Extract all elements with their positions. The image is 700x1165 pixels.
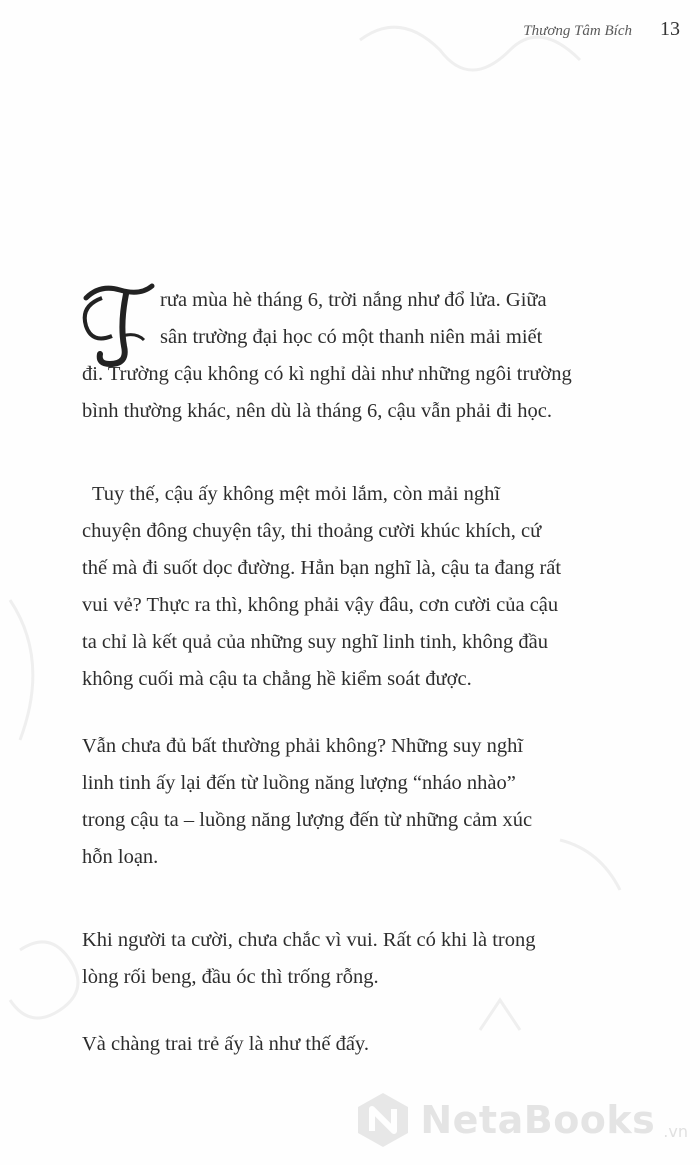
paragraph-line: linh tinh ấy lại đến từ luồng năng lượng “nháo nhào” <box>82 772 516 794</box>
paragraph-line: đi. Trường cậu không có kì nghỉ dài như những ngôi trường <box>82 363 572 385</box>
paragraph-line: trong cậu ta – luồng năng lượng đến từ những cảm xúc <box>82 809 533 831</box>
paragraph-3 <box>82 728 624 876</box>
netabooks-logo-icon <box>354 1091 412 1149</box>
paragraph-line: lòng rối beng, đầu óc thì trống rỗng. <box>82 966 379 988</box>
paragraph-2 <box>82 476 624 698</box>
paragraph-line: Tuy thế, cậu ấy không mệt mỏi lắm, còn mải nghĩ <box>92 483 501 505</box>
watermark <box>354 1091 688 1149</box>
paragraph-line: sân trường đại học có một thanh niên mải miết <box>160 326 543 348</box>
paragraph-4 <box>82 922 624 996</box>
paragraph-line: rưa mùa hè tháng 6, trời nắng như đổ lửa. Giữa <box>160 289 547 311</box>
paragraph-1 <box>82 282 624 430</box>
paragraph-line: bình thường khác, nên dù là tháng 6, cậu vẫn phải đi học. <box>82 400 552 422</box>
paragraph-line: hỗn loạn. <box>82 846 159 868</box>
paragraph-line: Và chàng trai trẻ ấy là như thế đấy. <box>82 1033 369 1055</box>
paragraph-line: không cuối mà cậu ta chẳng hề kiểm soát được. <box>82 668 472 690</box>
paragraph-line: Vẫn chưa đủ bất thường phải không? Những suy nghĩ <box>82 735 524 757</box>
dropcap-ornate-t <box>78 276 158 368</box>
paragraph-line: thế mà đi suốt dọc đường. Hẳn bạn nghĩ là, cậu ta đang rất <box>82 557 562 579</box>
watermark-suffix: .vn <box>663 1122 688 1141</box>
paragraph-line: vui vẻ? Thực ra thì, không phải vậy đâu, cơn cười của cậu <box>82 594 559 616</box>
watermark-brand: NetaBooks <box>420 1098 656 1142</box>
paragraph-5 <box>82 1026 624 1063</box>
paragraph-line: Khi người ta cười, chưa chắc vì vui. Rất có khi là trong <box>82 929 536 951</box>
paragraph-line: chuyện đông chuyện tây, thi thoảng cười khúc khích, cứ <box>82 520 542 542</box>
page-number: 13 <box>660 18 680 40</box>
running-title: Thương Tâm Bích <box>523 23 632 39</box>
paragraph-line: ta chỉ là kết quả của những suy nghĩ linh tinh, không đầu <box>82 631 549 653</box>
page-header <box>523 18 680 41</box>
